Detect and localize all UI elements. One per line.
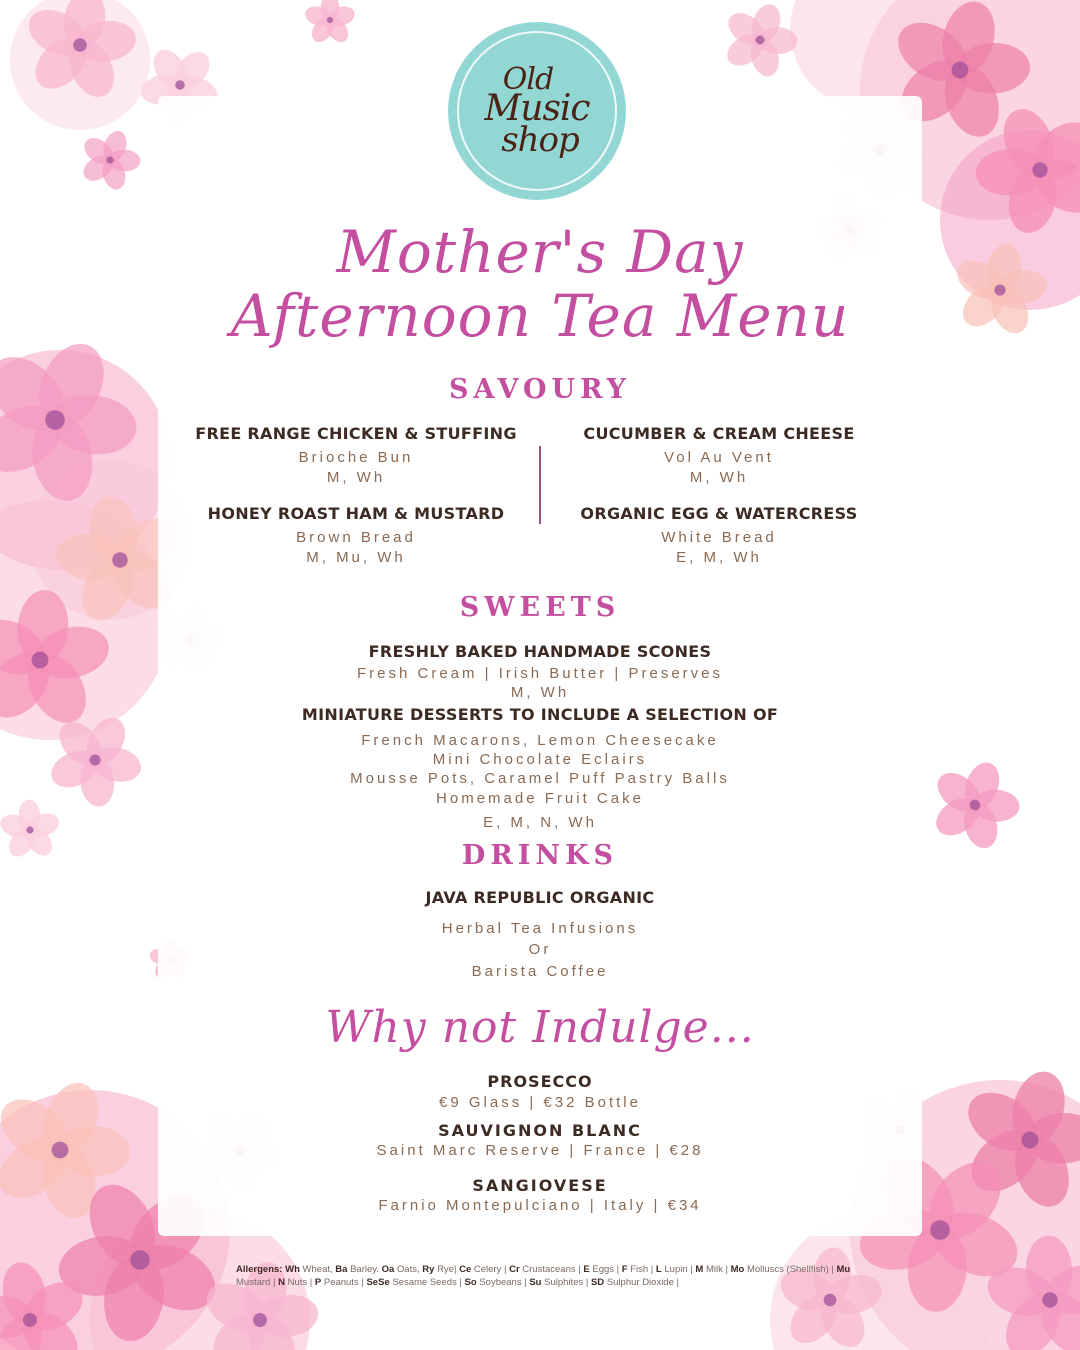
allergen-code: Mu	[836, 1264, 851, 1275]
savoury-item-egg-allergens: E, M, Wh	[676, 549, 762, 566]
flower-decoration	[69, 120, 151, 200]
sweets-dessert-line: Mousse Pots, Caramel Puff Pastry Balls	[350, 770, 730, 787]
drinks-java-title: JAVA REPUBLIC ORGANIC	[425, 888, 655, 907]
allergen-name: Crustaceans |	[522, 1264, 581, 1275]
allergen-code: Ry	[422, 1264, 435, 1275]
sweets-desserts-title: MINIATURE DESSERTS TO INCLUDE A SELECTION OF	[301, 705, 779, 724]
indulge-heading: Why not Indulge...	[325, 1002, 755, 1053]
allergen-key	[236, 1263, 856, 1289]
allergen-name: Barley.	[350, 1264, 379, 1275]
indulge-sauvignon-title: SAUVIGNON BLANC	[438, 1121, 642, 1140]
allergen-code: Wh	[285, 1264, 300, 1275]
allergen-code: Mo	[730, 1264, 745, 1275]
sweets-dessert-line: Homemade Fruit Cake	[436, 790, 644, 807]
sweets-dessert-line: Mini Chocolate Eclairs	[432, 751, 648, 768]
sweets-dessert-line: French Macarons, Lemon Cheesecake	[361, 732, 719, 749]
drinks-line: Or	[528, 941, 552, 958]
allergen-code: Oa	[381, 1264, 395, 1275]
savoury-item-chicken-allergens: M, Wh	[326, 469, 386, 486]
allergen-code: L	[655, 1264, 662, 1275]
allergen-name: Lupin |	[664, 1264, 693, 1275]
savoury-item-cucumber: CUCUMBER & CREAM CHEESE	[583, 424, 855, 443]
allergen-code: M	[695, 1264, 704, 1275]
indulge-prosecco-desc: €9 Glass | €32 Bottle	[439, 1094, 641, 1111]
logo-word-3: shop	[501, 120, 579, 161]
allergen-code: P	[314, 1277, 322, 1288]
flower-decoration	[303, 0, 358, 46]
savoury-item-chicken-desc: Brioche Bun	[298, 449, 414, 466]
allergen-name: Mustard |	[236, 1277, 276, 1288]
allergen-name: Milk |	[705, 1264, 728, 1275]
sweets-scones-allergens: M, Wh	[510, 684, 570, 701]
savoury-item-cucumber-allergens: M, Wh	[689, 469, 749, 486]
allergen-name: Molluscs (Shellfish) |	[746, 1264, 834, 1275]
indulge-sangiovese-desc: Farnio Montepulciano | Italy | €34	[378, 1197, 702, 1214]
allergen-name: Soybeans |	[479, 1277, 527, 1288]
allergen-code: Ce	[459, 1264, 472, 1275]
column-divider	[539, 446, 541, 524]
allergen-code: SD	[590, 1277, 605, 1288]
drinks-heading: DRINKS	[461, 840, 619, 871]
savoury-item-egg: ORGANIC EGG & WATERCRESS	[580, 504, 858, 523]
savoury-item-cucumber-desc: Vol Au Vent	[664, 449, 774, 466]
sweets-scones-desc: Fresh Cream | Irish Butter | Preserves	[356, 665, 724, 682]
indulge-sauvignon-desc: Saint Marc Reserve | France | €28	[376, 1142, 704, 1159]
allergen-code: N	[278, 1277, 285, 1288]
sweets-scones-title: FRESHLY BAKED HANDMADE SCONES	[368, 642, 712, 661]
allergen-name: Eggs |	[592, 1264, 620, 1275]
old-music-shop-logo	[448, 22, 626, 200]
title-line-2: Afternoon Tea Menu	[230, 282, 850, 350]
indulge-sangiovese-title: SANGIOVESE	[472, 1176, 608, 1195]
savoury-item-chicken: FREE RANGE CHICKEN & STUFFING	[195, 424, 517, 443]
allergen-key-label: Allergens:	[236, 1264, 283, 1275]
allergen-name: Celery |	[473, 1264, 507, 1275]
title-line-1: Mother's Day	[336, 218, 744, 286]
drinks-line: Herbal Tea Infusions	[441, 920, 639, 937]
savoury-heading: SAVOURY	[449, 374, 631, 405]
allergen-code: SeSe	[366, 1277, 390, 1288]
allergen-name: Fish |	[630, 1264, 654, 1275]
logo-word-2: Music	[484, 88, 590, 129]
sweets-heading: SWEETS	[459, 592, 621, 623]
allergen-name: Rye|	[437, 1264, 457, 1275]
savoury-item-ham-desc: Brown Bread	[296, 529, 416, 546]
allergen-name: Sesame Seeds |	[392, 1277, 462, 1288]
indulge-prosecco-title: PROSECCO	[487, 1072, 593, 1091]
sweets-desserts-allergens: E, M, N, Wh	[483, 814, 597, 831]
allergen-name: Wheat,	[302, 1264, 333, 1275]
savoury-item-ham-allergens: M, Mu, Wh	[306, 549, 406, 566]
allergen-code: Su	[529, 1277, 542, 1288]
allergen-code: So	[464, 1277, 477, 1288]
savoury-item-egg-desc: White Bread	[661, 529, 777, 546]
allergen-code: Cr	[509, 1264, 520, 1275]
allergen-name: Nuts |	[287, 1277, 313, 1288]
allergen-name: Peanuts |	[323, 1277, 364, 1288]
logo-word-1: Old	[502, 62, 554, 97]
drinks-line: Barista Coffee	[471, 963, 609, 980]
savoury-item-ham: HONEY ROAST HAM & MUSTARD	[207, 504, 505, 523]
allergen-code: E	[583, 1264, 590, 1275]
allergen-name: Sulphites |	[544, 1277, 589, 1288]
allergen-code: Ba	[335, 1264, 348, 1275]
allergen-name: Sulphur Dioxide |	[606, 1277, 679, 1288]
allergen-code: F	[621, 1264, 628, 1275]
allergen-name: Oats,	[396, 1264, 420, 1275]
